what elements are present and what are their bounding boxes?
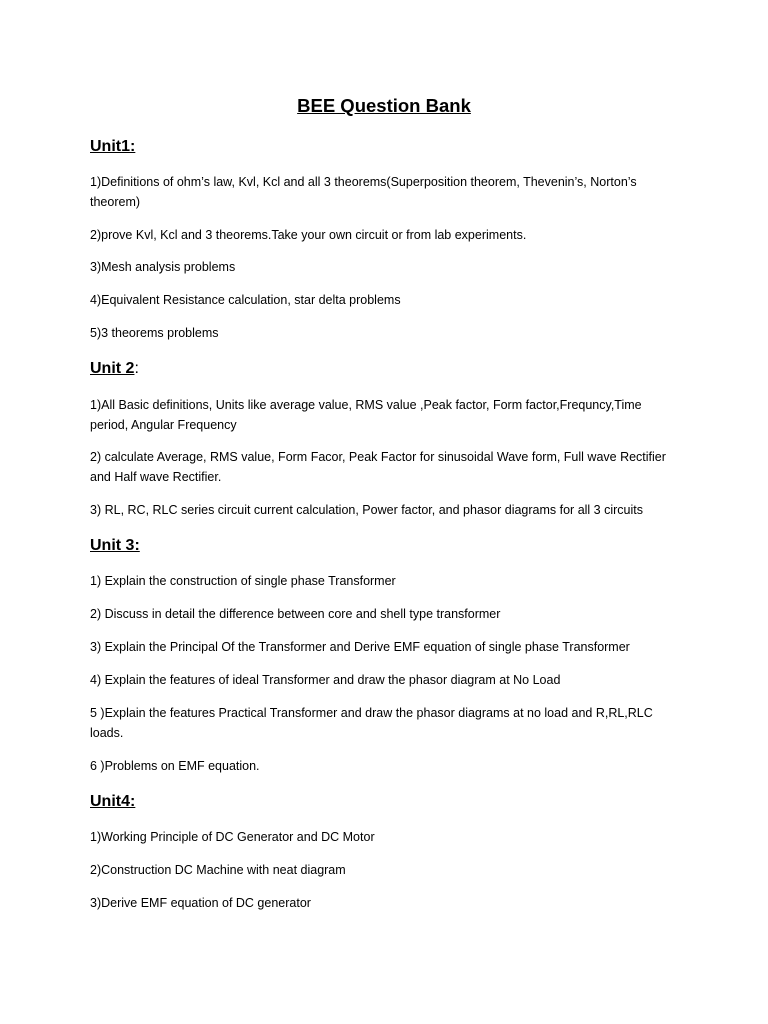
unit1-item-5: 5)3 theorems problems <box>90 326 219 340</box>
unit3-item-3: 3) Explain the Principal Of the Transformer and Derive EMF equation of single phase Transformer <box>90 640 630 654</box>
unit3-item-1: 1) Explain the construction of single phase Transformer <box>90 574 396 588</box>
unit1-item-2: 2)prove Kvl, Kcl and 3 theorems.Take your own circuit or from lab experiments. <box>90 228 527 242</box>
unit3-item-6: 6 )Problems on EMF equation. <box>90 759 260 773</box>
unit3-item-2: 2) Discuss in detail the difference between core and shell type transformer <box>90 607 501 621</box>
unit3-item-5: 5 )Explain the features Practical Transformer and draw the phasor diagrams at no load and R,RL,RLC loads. <box>90 706 653 740</box>
unit3-item-4: 4) Explain the features of ideal Transformer and draw the phasor diagram at No Load <box>90 673 561 687</box>
unit2-item-3: 3) RL, RC, RLC series circuit current calculation, Power factor, and phasor diagrams for all 3 circuits <box>90 503 643 517</box>
unit1-heading <box>90 136 135 158</box>
unit4-item-2: 2)Construction DC Machine with neat diagram <box>90 863 346 877</box>
unit1-heading-text: Unit1: <box>90 138 136 155</box>
document-title: BEE Question Bank <box>297 95 471 116</box>
unit4-heading-text: Unit4: <box>90 793 136 810</box>
unit2-item-1: 1)All Basic definitions, Units like average value, RMS value ,Peak factor, Form factor,Frequncy,Time period, Angular Frequency <box>90 398 642 432</box>
unit2-item-2: 2) calculate Average, RMS value, Form Facor, Peak Factor for sinusoidal Wave form, Full wave Rectifier and Half wave Rectifier. <box>90 450 666 484</box>
unit2-heading-suffix: : <box>134 360 139 377</box>
unit2-heading-text: Unit 2 <box>90 360 135 377</box>
unit4-item-1: 1)Working Principle of DC Generator and DC Motor <box>90 830 375 844</box>
unit3-heading <box>90 535 140 557</box>
unit3-heading-text: Unit 3: <box>90 537 140 554</box>
unit1-item-3: 3)Mesh analysis problems <box>90 260 236 274</box>
unit2-heading <box>90 358 139 380</box>
unit1-item-1: 1)Definitions of ohm’s law, Kvl, Kcl and all 3 theorems(Superposition theorem, Thevenin’s, Norton’s theorem) <box>90 175 637 209</box>
unit1-item-4: 4)Equivalent Resistance calculation, star delta problems <box>90 293 401 307</box>
unit4-item-3: 3)Derive EMF equation of DC generator <box>90 896 311 910</box>
unit4-heading <box>90 791 135 813</box>
